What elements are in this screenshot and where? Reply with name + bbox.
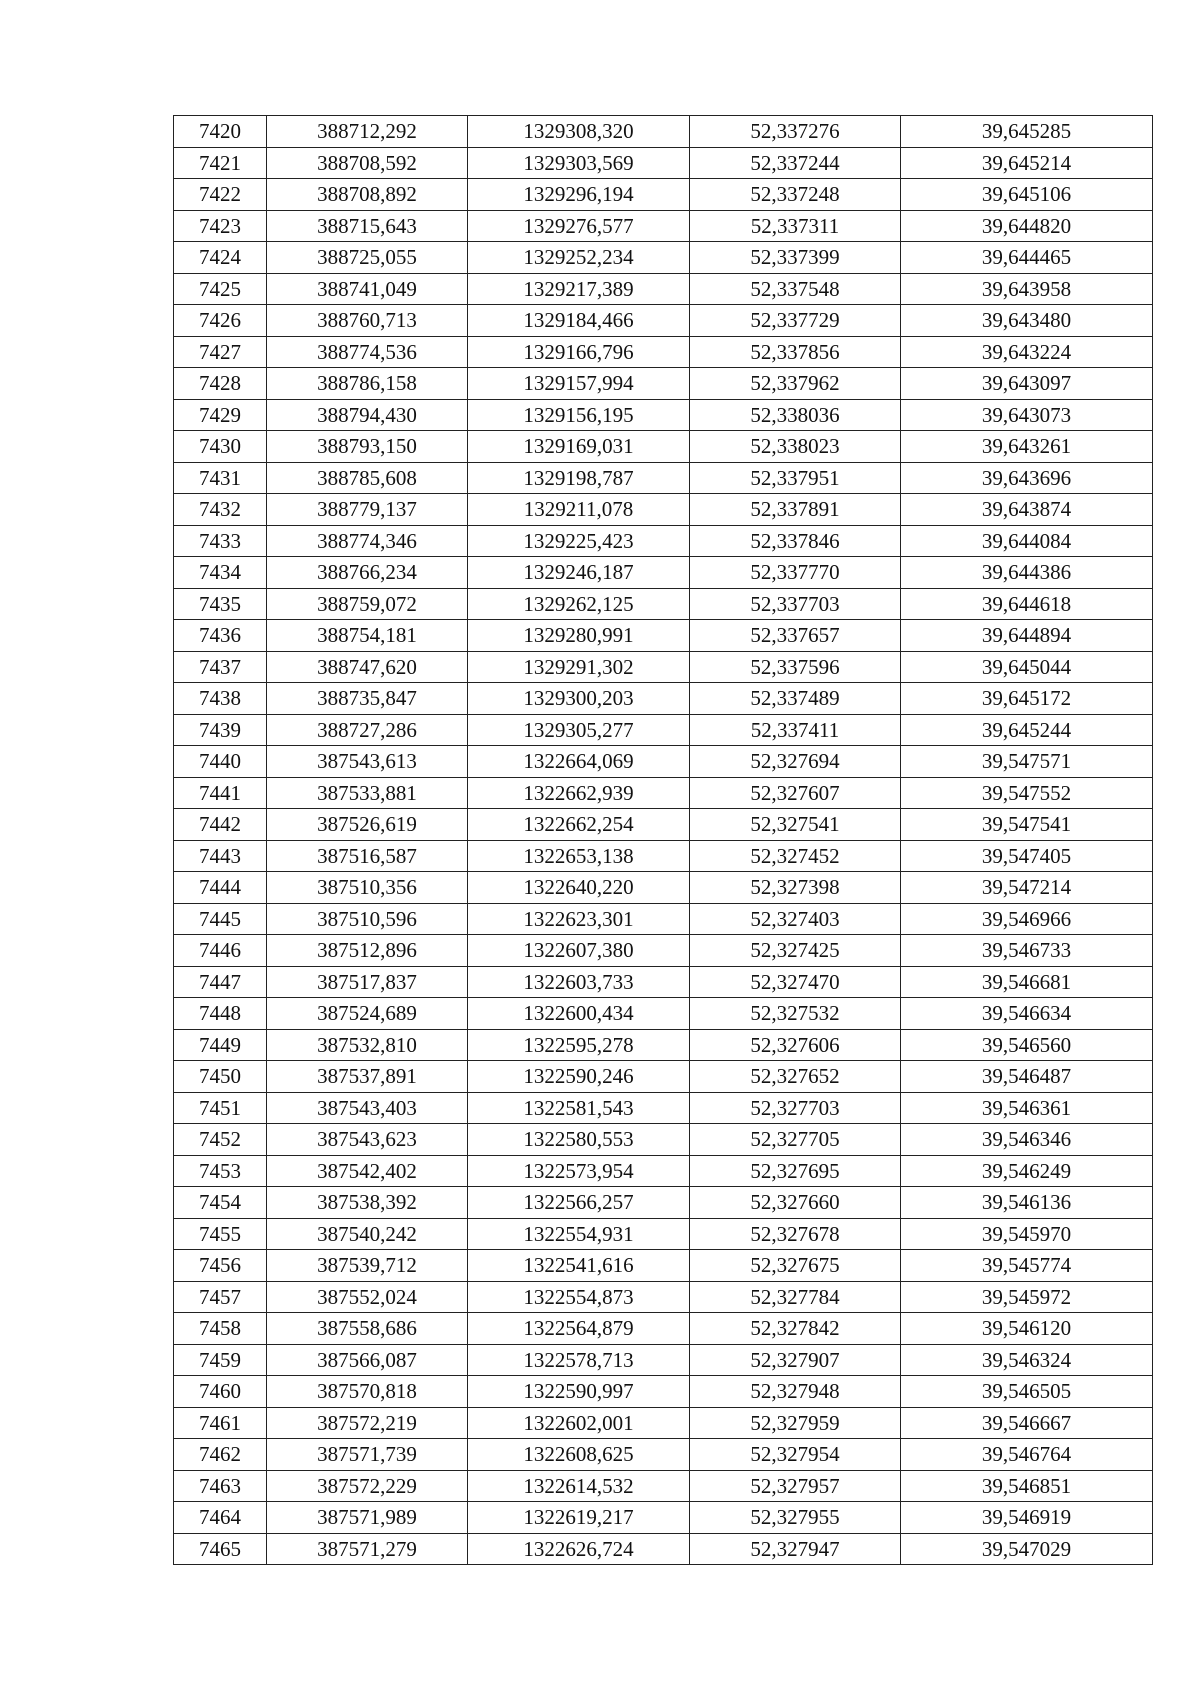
y-coordinate-cell: 1322640,220: [468, 872, 690, 904]
x-coordinate-cell: 388774,346: [267, 525, 468, 557]
y-coordinate-cell: 1322590,246: [468, 1061, 690, 1093]
y-coordinate-cell: 1329300,203: [468, 683, 690, 715]
y-coordinate-cell: 1329296,194: [468, 179, 690, 211]
latitude-cell: 52,337703: [690, 588, 901, 620]
longitude-cell: 39,643224: [901, 336, 1153, 368]
table-row: [174, 1344, 1153, 1376]
longitude-cell: 39,643097: [901, 368, 1153, 400]
x-coordinate-cell: 388735,847: [267, 683, 468, 715]
longitude-cell: 39,644386: [901, 557, 1153, 589]
y-coordinate-cell: 1329217,389: [468, 273, 690, 305]
latitude-cell: 52,327705: [690, 1124, 901, 1156]
latitude-cell: 52,327694: [690, 746, 901, 778]
latitude-cell: 52,327398: [690, 872, 901, 904]
latitude-cell: 52,337951: [690, 462, 901, 494]
longitude-cell: 39,644618: [901, 588, 1153, 620]
x-coordinate-cell: 387537,891: [267, 1061, 468, 1093]
x-coordinate-cell: 387516,587: [267, 840, 468, 872]
latitude-cell: 52,337248: [690, 179, 901, 211]
latitude-cell: 52,327907: [690, 1344, 901, 1376]
y-coordinate-cell: 1322541,616: [468, 1250, 690, 1282]
y-coordinate-cell: 1322662,254: [468, 809, 690, 841]
latitude-cell: 52,337596: [690, 651, 901, 683]
point-number-cell: 7431: [174, 462, 267, 494]
latitude-cell: 52,327425: [690, 935, 901, 967]
table-row: [174, 620, 1153, 652]
coordinates-table-body: [174, 116, 1153, 1565]
x-coordinate-cell: 388725,055: [267, 242, 468, 274]
latitude-cell: 52,337962: [690, 368, 901, 400]
table-row: [174, 210, 1153, 242]
table-row: [174, 1533, 1153, 1565]
latitude-cell: 52,337856: [690, 336, 901, 368]
table-row: [174, 336, 1153, 368]
y-coordinate-cell: 1329308,320: [468, 116, 690, 148]
latitude-cell: 52,327947: [690, 1533, 901, 1565]
point-number-cell: 7445: [174, 903, 267, 935]
table-row: [174, 1029, 1153, 1061]
y-coordinate-cell: 1329198,787: [468, 462, 690, 494]
longitude-cell: 39,643480: [901, 305, 1153, 337]
latitude-cell: 52,337729: [690, 305, 901, 337]
table-row: [174, 746, 1153, 778]
y-coordinate-cell: 1322600,434: [468, 998, 690, 1030]
longitude-cell: 39,643073: [901, 399, 1153, 431]
point-number-cell: 7435: [174, 588, 267, 620]
latitude-cell: 52,327948: [690, 1376, 901, 1408]
table-row: [174, 840, 1153, 872]
x-coordinate-cell: 387532,810: [267, 1029, 468, 1061]
latitude-cell: 52,327675: [690, 1250, 901, 1282]
table-row: [174, 557, 1153, 589]
point-number-cell: 7436: [174, 620, 267, 652]
longitude-cell: 39,546324: [901, 1344, 1153, 1376]
point-number-cell: 7454: [174, 1187, 267, 1219]
latitude-cell: 52,337846: [690, 525, 901, 557]
y-coordinate-cell: 1329280,991: [468, 620, 690, 652]
point-number-cell: 7440: [174, 746, 267, 778]
x-coordinate-cell: 387538,392: [267, 1187, 468, 1219]
x-coordinate-cell: 388786,158: [267, 368, 468, 400]
table-row: [174, 1092, 1153, 1124]
point-number-cell: 7449: [174, 1029, 267, 1061]
latitude-cell: 52,327403: [690, 903, 901, 935]
x-coordinate-cell: 387543,623: [267, 1124, 468, 1156]
y-coordinate-cell: 1322614,532: [468, 1470, 690, 1502]
latitude-cell: 52,337244: [690, 147, 901, 179]
table-row: [174, 1281, 1153, 1313]
longitude-cell: 39,644894: [901, 620, 1153, 652]
x-coordinate-cell: 388741,049: [267, 273, 468, 305]
table-row: [174, 1250, 1153, 1282]
table-row: [174, 872, 1153, 904]
point-number-cell: 7423: [174, 210, 267, 242]
y-coordinate-cell: 1322664,069: [468, 746, 690, 778]
table-row: [174, 683, 1153, 715]
latitude-cell: 52,327678: [690, 1218, 901, 1250]
coordinates-table: [173, 115, 1153, 1565]
longitude-cell: 39,546667: [901, 1407, 1153, 1439]
longitude-cell: 39,546361: [901, 1092, 1153, 1124]
table-row: [174, 1470, 1153, 1502]
x-coordinate-cell: 388708,592: [267, 147, 468, 179]
latitude-cell: 52,337311: [690, 210, 901, 242]
longitude-cell: 39,546966: [901, 903, 1153, 935]
longitude-cell: 39,546634: [901, 998, 1153, 1030]
table-row: [174, 1218, 1153, 1250]
x-coordinate-cell: 388794,430: [267, 399, 468, 431]
x-coordinate-cell: 388747,620: [267, 651, 468, 683]
longitude-cell: 39,547405: [901, 840, 1153, 872]
x-coordinate-cell: 387542,402: [267, 1155, 468, 1187]
longitude-cell: 39,643261: [901, 431, 1153, 463]
y-coordinate-cell: 1322566,257: [468, 1187, 690, 1219]
longitude-cell: 39,645244: [901, 714, 1153, 746]
point-number-cell: 7425: [174, 273, 267, 305]
table-row: [174, 651, 1153, 683]
x-coordinate-cell: 387543,613: [267, 746, 468, 778]
x-coordinate-cell: 388727,286: [267, 714, 468, 746]
y-coordinate-cell: 1329246,187: [468, 557, 690, 589]
point-number-cell: 7448: [174, 998, 267, 1030]
table-row: [174, 998, 1153, 1030]
point-number-cell: 7463: [174, 1470, 267, 1502]
longitude-cell: 39,546346: [901, 1124, 1153, 1156]
point-number-cell: 7430: [174, 431, 267, 463]
latitude-cell: 52,337399: [690, 242, 901, 274]
point-number-cell: 7447: [174, 966, 267, 998]
table-row: [174, 966, 1153, 998]
latitude-cell: 52,337276: [690, 116, 901, 148]
table-row: [174, 494, 1153, 526]
x-coordinate-cell: 388793,150: [267, 431, 468, 463]
y-coordinate-cell: 1322581,543: [468, 1092, 690, 1124]
y-coordinate-cell: 1329305,277: [468, 714, 690, 746]
x-coordinate-cell: 387552,024: [267, 1281, 468, 1313]
longitude-cell: 39,546136: [901, 1187, 1153, 1219]
table-row: [174, 1376, 1153, 1408]
point-number-cell: 7461: [174, 1407, 267, 1439]
latitude-cell: 52,327470: [690, 966, 901, 998]
y-coordinate-cell: 1322607,380: [468, 935, 690, 967]
table-row: [174, 1502, 1153, 1534]
y-coordinate-cell: 1329225,423: [468, 525, 690, 557]
point-number-cell: 7432: [174, 494, 267, 526]
y-coordinate-cell: 1322619,217: [468, 1502, 690, 1534]
x-coordinate-cell: 388774,536: [267, 336, 468, 368]
longitude-cell: 39,546681: [901, 966, 1153, 998]
point-number-cell: 7443: [174, 840, 267, 872]
latitude-cell: 52,338036: [690, 399, 901, 431]
latitude-cell: 52,327606: [690, 1029, 901, 1061]
y-coordinate-cell: 1322603,733: [468, 966, 690, 998]
table-row: [174, 1407, 1153, 1439]
latitude-cell: 52,327842: [690, 1313, 901, 1345]
point-number-cell: 7420: [174, 116, 267, 148]
y-coordinate-cell: 1329303,569: [468, 147, 690, 179]
y-coordinate-cell: 1329211,078: [468, 494, 690, 526]
point-number-cell: 7458: [174, 1313, 267, 1345]
latitude-cell: 52,327957: [690, 1470, 901, 1502]
latitude-cell: 52,327607: [690, 777, 901, 809]
table-row: [174, 147, 1153, 179]
x-coordinate-cell: 387540,242: [267, 1218, 468, 1250]
y-coordinate-cell: 1329262,125: [468, 588, 690, 620]
y-coordinate-cell: 1322608,625: [468, 1439, 690, 1471]
y-coordinate-cell: 1329291,302: [468, 651, 690, 683]
x-coordinate-cell: 387571,989: [267, 1502, 468, 1534]
point-number-cell: 7429: [174, 399, 267, 431]
point-number-cell: 7427: [174, 336, 267, 368]
point-number-cell: 7451: [174, 1092, 267, 1124]
longitude-cell: 39,547571: [901, 746, 1153, 778]
latitude-cell: 52,338023: [690, 431, 901, 463]
latitude-cell: 52,327954: [690, 1439, 901, 1471]
longitude-cell: 39,645106: [901, 179, 1153, 211]
table-row: [174, 1124, 1153, 1156]
x-coordinate-cell: 387571,279: [267, 1533, 468, 1565]
point-number-cell: 7460: [174, 1376, 267, 1408]
longitude-cell: 39,546733: [901, 935, 1153, 967]
x-coordinate-cell: 387524,689: [267, 998, 468, 1030]
longitude-cell: 39,645214: [901, 147, 1153, 179]
y-coordinate-cell: 1329166,796: [468, 336, 690, 368]
x-coordinate-cell: 387539,712: [267, 1250, 468, 1282]
y-coordinate-cell: 1329276,577: [468, 210, 690, 242]
longitude-cell: 39,545970: [901, 1218, 1153, 1250]
y-coordinate-cell: 1322580,553: [468, 1124, 690, 1156]
latitude-cell: 52,327532: [690, 998, 901, 1030]
x-coordinate-cell: 387543,403: [267, 1092, 468, 1124]
table-row: [174, 462, 1153, 494]
table-row: [174, 1061, 1153, 1093]
longitude-cell: 39,546120: [901, 1313, 1153, 1345]
table-row: [174, 809, 1153, 841]
longitude-cell: 39,546487: [901, 1061, 1153, 1093]
table-row: [174, 903, 1153, 935]
point-number-cell: 7433: [174, 525, 267, 557]
point-number-cell: 7462: [174, 1439, 267, 1471]
y-coordinate-cell: 1322662,939: [468, 777, 690, 809]
x-coordinate-cell: 388754,181: [267, 620, 468, 652]
table-row: [174, 242, 1153, 274]
x-coordinate-cell: 388766,234: [267, 557, 468, 589]
x-coordinate-cell: 388779,137: [267, 494, 468, 526]
x-coordinate-cell: 388712,292: [267, 116, 468, 148]
point-number-cell: 7422: [174, 179, 267, 211]
longitude-cell: 39,545774: [901, 1250, 1153, 1282]
longitude-cell: 39,547541: [901, 809, 1153, 841]
x-coordinate-cell: 387571,739: [267, 1439, 468, 1471]
y-coordinate-cell: 1322595,278: [468, 1029, 690, 1061]
x-coordinate-cell: 387517,837: [267, 966, 468, 998]
latitude-cell: 52,327695: [690, 1155, 901, 1187]
longitude-cell: 39,645172: [901, 683, 1153, 715]
longitude-cell: 39,547214: [901, 872, 1153, 904]
longitude-cell: 39,645285: [901, 116, 1153, 148]
x-coordinate-cell: 388708,892: [267, 179, 468, 211]
table-row: [174, 777, 1153, 809]
table-row: [174, 1187, 1153, 1219]
point-number-cell: 7424: [174, 242, 267, 274]
longitude-cell: 39,545972: [901, 1281, 1153, 1313]
latitude-cell: 52,337770: [690, 557, 901, 589]
longitude-cell: 39,643874: [901, 494, 1153, 526]
longitude-cell: 39,547029: [901, 1533, 1153, 1565]
y-coordinate-cell: 1329157,994: [468, 368, 690, 400]
point-number-cell: 7434: [174, 557, 267, 589]
point-number-cell: 7428: [174, 368, 267, 400]
x-coordinate-cell: 388759,072: [267, 588, 468, 620]
y-coordinate-cell: 1322602,001: [468, 1407, 690, 1439]
longitude-cell: 39,546505: [901, 1376, 1153, 1408]
y-coordinate-cell: 1322554,931: [468, 1218, 690, 1250]
latitude-cell: 52,327955: [690, 1502, 901, 1534]
x-coordinate-cell: 388760,713: [267, 305, 468, 337]
point-number-cell: 7421: [174, 147, 267, 179]
table-row: [174, 1155, 1153, 1187]
latitude-cell: 52,327652: [690, 1061, 901, 1093]
x-coordinate-cell: 388715,643: [267, 210, 468, 242]
x-coordinate-cell: 387558,686: [267, 1313, 468, 1345]
y-coordinate-cell: 1322573,954: [468, 1155, 690, 1187]
x-coordinate-cell: 387533,881: [267, 777, 468, 809]
point-number-cell: 7456: [174, 1250, 267, 1282]
longitude-cell: 39,644084: [901, 525, 1153, 557]
longitude-cell: 39,643958: [901, 273, 1153, 305]
x-coordinate-cell: 387510,356: [267, 872, 468, 904]
longitude-cell: 39,546764: [901, 1439, 1153, 1471]
table-row: [174, 1439, 1153, 1471]
x-coordinate-cell: 387572,219: [267, 1407, 468, 1439]
longitude-cell: 39,547552: [901, 777, 1153, 809]
x-coordinate-cell: 387512,896: [267, 935, 468, 967]
point-number-cell: 7457: [174, 1281, 267, 1313]
point-number-cell: 7441: [174, 777, 267, 809]
point-number-cell: 7426: [174, 305, 267, 337]
x-coordinate-cell: 387570,818: [267, 1376, 468, 1408]
table-row: [174, 525, 1153, 557]
point-number-cell: 7464: [174, 1502, 267, 1534]
longitude-cell: 39,546919: [901, 1502, 1153, 1534]
point-number-cell: 7450: [174, 1061, 267, 1093]
longitude-cell: 39,644465: [901, 242, 1153, 274]
x-coordinate-cell: 387572,229: [267, 1470, 468, 1502]
point-number-cell: 7455: [174, 1218, 267, 1250]
table-row: [174, 116, 1153, 148]
longitude-cell: 39,546560: [901, 1029, 1153, 1061]
point-number-cell: 7465: [174, 1533, 267, 1565]
point-number-cell: 7437: [174, 651, 267, 683]
x-coordinate-cell: 387526,619: [267, 809, 468, 841]
table-row: [174, 368, 1153, 400]
point-number-cell: 7452: [174, 1124, 267, 1156]
x-coordinate-cell: 388785,608: [267, 462, 468, 494]
x-coordinate-cell: 387510,596: [267, 903, 468, 935]
point-number-cell: 7442: [174, 809, 267, 841]
table-row: [174, 179, 1153, 211]
y-coordinate-cell: 1322623,301: [468, 903, 690, 935]
latitude-cell: 52,327784: [690, 1281, 901, 1313]
latitude-cell: 52,327959: [690, 1407, 901, 1439]
y-coordinate-cell: 1329156,195: [468, 399, 690, 431]
table-row: [174, 1313, 1153, 1345]
y-coordinate-cell: 1329184,466: [468, 305, 690, 337]
table-row: [174, 588, 1153, 620]
table-row: [174, 399, 1153, 431]
latitude-cell: 52,337548: [690, 273, 901, 305]
table-row: [174, 305, 1153, 337]
point-number-cell: 7446: [174, 935, 267, 967]
table-row: [174, 431, 1153, 463]
latitude-cell: 52,327703: [690, 1092, 901, 1124]
longitude-cell: 39,546851: [901, 1470, 1153, 1502]
latitude-cell: 52,327452: [690, 840, 901, 872]
table-row: [174, 273, 1153, 305]
longitude-cell: 39,546249: [901, 1155, 1153, 1187]
y-coordinate-cell: 1329169,031: [468, 431, 690, 463]
table-row: [174, 714, 1153, 746]
point-number-cell: 7459: [174, 1344, 267, 1376]
latitude-cell: 52,327660: [690, 1187, 901, 1219]
latitude-cell: 52,337411: [690, 714, 901, 746]
point-number-cell: 7438: [174, 683, 267, 715]
y-coordinate-cell: 1322578,713: [468, 1344, 690, 1376]
longitude-cell: 39,643696: [901, 462, 1153, 494]
table-row: [174, 935, 1153, 967]
latitude-cell: 52,337489: [690, 683, 901, 715]
latitude-cell: 52,337891: [690, 494, 901, 526]
y-coordinate-cell: 1329252,234: [468, 242, 690, 274]
point-number-cell: 7444: [174, 872, 267, 904]
x-coordinate-cell: 387566,087: [267, 1344, 468, 1376]
y-coordinate-cell: 1322590,997: [468, 1376, 690, 1408]
y-coordinate-cell: 1322554,873: [468, 1281, 690, 1313]
longitude-cell: 39,644820: [901, 210, 1153, 242]
latitude-cell: 52,327541: [690, 809, 901, 841]
point-number-cell: 7439: [174, 714, 267, 746]
point-number-cell: 7453: [174, 1155, 267, 1187]
latitude-cell: 52,337657: [690, 620, 901, 652]
y-coordinate-cell: 1322626,724: [468, 1533, 690, 1565]
longitude-cell: 39,645044: [901, 651, 1153, 683]
y-coordinate-cell: 1322653,138: [468, 840, 690, 872]
y-coordinate-cell: 1322564,879: [468, 1313, 690, 1345]
